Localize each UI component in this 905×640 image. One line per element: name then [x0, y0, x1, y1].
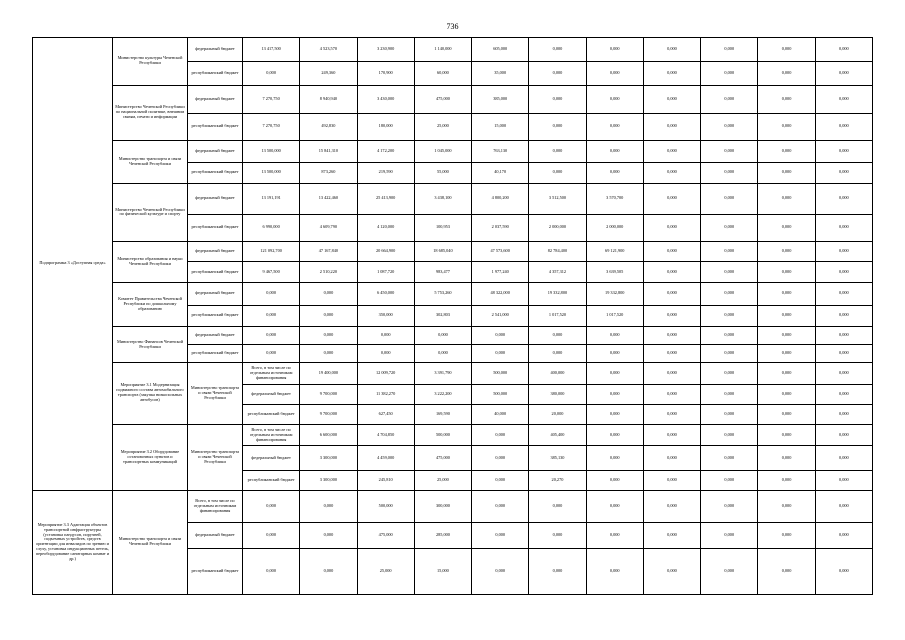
amount-cell: 1 087,720	[357, 262, 414, 283]
amount-cell: 0,000	[586, 549, 643, 595]
amount-cell: 0,000	[758, 282, 815, 305]
amount-cell: 0,000	[701, 61, 758, 85]
amount-cell: 0,000	[758, 384, 815, 405]
amount-cell: 0,000	[758, 327, 815, 344]
amount-cell: 0,000	[586, 344, 643, 362]
amount-cell: 0,000	[758, 162, 815, 184]
amount-cell: 0,000	[701, 362, 758, 384]
amount-cell: 0,000	[815, 113, 872, 140]
amount-cell: 0,000	[815, 327, 872, 344]
amount-cell: 0,000	[586, 405, 643, 425]
amount-cell: 0,000	[643, 471, 700, 491]
amount-cell: 0,000	[643, 523, 700, 549]
amount-cell: 0,000	[758, 38, 815, 62]
amount-cell: 0,000	[243, 549, 300, 595]
funding-source-cell: республиканский бюджет	[188, 262, 243, 283]
amount-cell: 0,000	[586, 362, 643, 384]
amount-cell: 0,000	[815, 214, 872, 241]
amount-cell: 0,000	[529, 327, 586, 344]
amount-cell: 0,000	[586, 327, 643, 344]
amount-cell: 0,000	[243, 490, 300, 523]
amount-cell: 0,000	[701, 424, 758, 446]
amount-cell: 0,000	[815, 184, 872, 214]
amount-cell: 15 841,310	[300, 140, 357, 162]
table-row	[33, 38, 873, 62]
amount-cell: 20,000	[529, 405, 586, 425]
funding-source-cell: федеральный бюджет	[188, 282, 243, 305]
amount-cell: 1 017,520	[529, 305, 586, 327]
amount-cell: 69 121,900	[586, 241, 643, 262]
amount-cell: 0,000	[701, 241, 758, 262]
table-row	[33, 241, 873, 262]
amount-cell: 3 230,900	[357, 38, 414, 62]
amount-cell: 0,000	[643, 490, 700, 523]
amount-cell: 8 940,940	[300, 85, 357, 113]
amount-cell: 0,000	[815, 162, 872, 184]
amount-cell: 1 977,240	[472, 262, 529, 283]
amount-cell: 0,000	[701, 162, 758, 184]
amount-cell: 0,000	[643, 446, 700, 471]
amount-cell: 763,130	[472, 140, 529, 162]
funding-source-cell: республиканский бюджет	[188, 113, 243, 140]
funding-source-cell: Всего, в том числе по отдельным источникам финансирования	[243, 362, 300, 384]
amount-cell: 5 753,260	[414, 282, 471, 305]
executor-cell: Министерство транспорта и связи Чеченской Республики	[113, 490, 188, 594]
amount-cell: 4 357,312	[529, 262, 586, 283]
amount-cell: 25,000	[414, 113, 471, 140]
amount-cell: 6 450,000	[357, 282, 414, 305]
amount-cell: 0,000	[643, 113, 700, 140]
amount-cell: 0,000	[815, 140, 872, 162]
amount-cell: 0,000	[815, 38, 872, 62]
amount-cell: 0,000	[758, 113, 815, 140]
amount-cell: 0,000	[701, 85, 758, 113]
funding-source-cell: республиканский бюджет	[243, 471, 300, 491]
amount-cell: 0,000	[529, 490, 586, 523]
amount-cell: 0,000	[758, 490, 815, 523]
amount-cell: 500,000	[472, 384, 529, 405]
amount-cell: 0,000	[300, 327, 357, 344]
amount-cell: 0,000	[758, 241, 815, 262]
amount-cell: 18 685,040	[414, 241, 471, 262]
amount-cell: 249,360	[300, 61, 357, 85]
amount-cell: 0,000	[643, 424, 700, 446]
amount-cell: 0,000	[815, 61, 872, 85]
amount-cell: 0,000	[243, 523, 300, 549]
amount-cell: 380,000	[529, 384, 586, 405]
amount-cell: 0,000	[643, 405, 700, 425]
amount-cell: 6 600,000	[300, 424, 357, 446]
amount-cell: 0,000	[414, 327, 471, 344]
amount-cell: 2 541,000	[472, 305, 529, 327]
funding-source-cell: республиканский бюджет	[188, 214, 243, 241]
amount-cell: 9 700,000	[300, 405, 357, 425]
amount-cell: 873,260	[300, 162, 357, 184]
executor-cell: Министерство Чеченской Республики по физической культуре и спорту	[113, 184, 188, 241]
amount-cell: 40,000	[472, 405, 529, 425]
amount-cell: 0,000	[300, 549, 357, 595]
amount-cell: 0,000	[701, 490, 758, 523]
funding-source-cell: Всего, в том числе по отдельным источникам финансирования	[188, 490, 243, 523]
amount-cell: 15,000	[414, 549, 471, 595]
amount-cell: 0,000	[758, 61, 815, 85]
amount-cell: 13 500,000	[243, 162, 300, 184]
funding-source-cell: Всего, в том числе по отдельным источникам финансирования	[243, 424, 300, 446]
amount-cell: 0,000	[643, 362, 700, 384]
amount-cell: 0,000	[357, 344, 414, 362]
amount-cell: 0,000	[815, 241, 872, 262]
amount-cell: 3 639,505	[586, 262, 643, 283]
amount-cell: 0,000	[472, 471, 529, 491]
table-row	[33, 490, 873, 523]
amount-cell: 0,000	[701, 384, 758, 405]
amount-cell: 0,000	[815, 405, 872, 425]
amount-cell: 0,000	[758, 446, 815, 471]
amount-cell: 0,000	[758, 405, 815, 425]
amount-cell: 170,900	[357, 61, 414, 85]
amount-cell: 4 800,200	[472, 184, 529, 214]
amount-cell: 0,000	[643, 344, 700, 362]
amount-cell: 0,000	[815, 446, 872, 471]
amount-cell: 2 510,220	[300, 262, 357, 283]
amount-cell: 0,000	[643, 282, 700, 305]
program-section-cell: Мероприятие 3.2 Оборудование остановочных пунктов и транспортных коммуникаций	[113, 424, 188, 490]
amount-cell: 0,000	[529, 523, 586, 549]
amount-cell: 0,000	[243, 344, 300, 362]
amount-cell: 0,000	[586, 490, 643, 523]
amount-cell: 0,000	[586, 384, 643, 405]
funding-source-cell: федеральный бюджет	[188, 38, 243, 62]
amount-cell: 0,000	[300, 282, 357, 305]
funding-source-cell: федеральный бюджет	[243, 446, 300, 471]
amount-cell: 0,000	[586, 113, 643, 140]
amount-cell: 25,000	[357, 549, 414, 595]
amount-cell: 1 045,000	[414, 140, 471, 162]
amount-cell: 0,000	[529, 162, 586, 184]
funding-source-cell: республиканский бюджет	[188, 344, 243, 362]
amount-cell: 0,000	[758, 214, 815, 241]
amount-cell: 0,000	[643, 38, 700, 62]
amount-cell: 0,000	[815, 549, 872, 595]
amount-cell: 2 000,000	[529, 214, 586, 241]
amount-cell: 0,000	[300, 523, 357, 549]
amount-cell: 0,000	[815, 262, 872, 283]
amount-cell: 3 430,000	[357, 85, 414, 113]
amount-cell: 40,170	[472, 162, 529, 184]
amount-cell: 400,000	[529, 362, 586, 384]
funding-source-cell: республиканский бюджет	[243, 405, 300, 425]
amount-cell: 1 140,000	[414, 38, 471, 62]
amount-cell: 0,000	[701, 523, 758, 549]
amount-cell: 0,000	[529, 140, 586, 162]
amount-cell: 492,830	[300, 113, 357, 140]
amount-cell: 2 000,000	[586, 214, 643, 241]
amount-cell: 0,000	[300, 490, 357, 523]
amount-cell: 15,000	[472, 113, 529, 140]
amount-cell: 300,000	[414, 490, 471, 523]
amount-cell: 0,000	[472, 424, 529, 446]
amount-cell: 47 167,840	[300, 241, 357, 262]
amount-cell: 0,000	[701, 549, 758, 595]
amount-cell: 983,477	[414, 262, 471, 283]
amount-cell: 35,000	[472, 61, 529, 85]
amount-cell: 0,000	[758, 305, 815, 327]
amount-cell: 0,000	[701, 344, 758, 362]
amount-cell: 0,000	[758, 262, 815, 283]
amount-cell: 169,590	[414, 405, 471, 425]
amount-cell: 0,000	[300, 305, 357, 327]
amount-cell: 20,270	[529, 471, 586, 491]
amount-cell: 4 120,000	[357, 214, 414, 241]
amount-cell: 0,000	[529, 549, 586, 595]
amount-cell: 0,000	[300, 344, 357, 362]
amount-cell: 60,000	[414, 61, 471, 85]
amount-cell: 4 172,200	[357, 140, 414, 162]
funding-source-cell: федеральный бюджет	[188, 140, 243, 162]
amount-cell: 0,000	[701, 140, 758, 162]
amount-cell: 500,000	[414, 424, 471, 446]
amount-cell: 19 332,800	[586, 282, 643, 305]
page-number: 736	[446, 22, 459, 31]
amount-cell: 0,000	[472, 523, 529, 549]
amount-cell: 48 322,000	[472, 282, 529, 305]
amount-cell: 4 609,790	[300, 214, 357, 241]
amount-cell: 7 270,750	[243, 113, 300, 140]
amount-cell: 0,000	[701, 184, 758, 214]
amount-cell: 0,000	[243, 282, 300, 305]
amount-cell: 3 512,500	[529, 184, 586, 214]
amount-cell: 0,000	[815, 384, 872, 405]
executor-cell: Комитет Правительства Чеченской Республики по дошкольному образованию	[113, 282, 188, 326]
executor-cell: Министерство Чеченской Республики по национальной политике, внешним связям, печати и информации	[113, 85, 188, 140]
amount-cell: 627,450	[357, 405, 414, 425]
amount-cell: 385,130	[529, 446, 586, 471]
amount-cell: 0,000	[815, 305, 872, 327]
executor-cell: Министерство Финансов Чеченской Республики	[113, 327, 188, 363]
amount-cell: 19 332,800	[529, 282, 586, 305]
amount-cell: 9 467,500	[243, 262, 300, 283]
amount-cell: 11 382,270	[357, 384, 414, 405]
amount-cell: 0,000	[758, 549, 815, 595]
amount-cell: 6 990,000	[243, 214, 300, 241]
amount-cell: 0,000	[529, 38, 586, 62]
funding-source-cell: федеральный бюджет	[188, 241, 243, 262]
amount-cell: 0,000	[701, 113, 758, 140]
amount-cell: 0,000	[643, 241, 700, 262]
amount-cell: 0,000	[643, 184, 700, 214]
amount-cell: 0,000	[643, 305, 700, 327]
funding-source-cell: республиканский бюджет	[188, 305, 243, 327]
amount-cell: 0,000	[701, 262, 758, 283]
amount-cell: 0,000	[357, 327, 414, 344]
amount-cell: 55,000	[414, 162, 471, 184]
amount-cell: 3 391,790	[414, 362, 471, 384]
amount-cell: 0,000	[472, 549, 529, 595]
amount-cell: 4 523,570	[300, 38, 357, 62]
program-section-cell: Мероприятие 3.3 Адаптация объектов транспортной инфраструктуры (установка пандусов, поручней, подъемных устройств, средств ориентации для инвалидов по зрению и слуху, установка индукционных петель, переоборудование санитарных комнат и др.)	[33, 490, 113, 594]
amount-cell: 0,000	[529, 85, 586, 113]
table-row	[33, 282, 873, 305]
funding-source-cell: федеральный бюджет	[243, 384, 300, 405]
funding-source-cell: республиканский бюджет	[188, 549, 243, 595]
amount-cell: 0,000	[586, 38, 643, 62]
amount-cell: 4 704,850	[357, 424, 414, 446]
amount-cell: 0,000	[586, 471, 643, 491]
amount-cell: 0,000	[815, 85, 872, 113]
executor-cell: Министерство транспорта и связи Чеченской Республики	[188, 362, 243, 424]
amount-cell: 25,000	[414, 471, 471, 491]
executor-cell: Министерство культуры Чеченской Республики	[113, 38, 188, 86]
amount-cell: 0,000	[701, 282, 758, 305]
amount-cell: 605,000	[472, 38, 529, 62]
amount-cell: 7 270,750	[243, 85, 300, 113]
amount-cell: 500,000	[472, 362, 529, 384]
amount-cell: 0,000	[472, 327, 529, 344]
amount-cell: 0,000	[701, 471, 758, 491]
amount-cell: 3 438,100	[414, 184, 471, 214]
amount-cell: 0,000	[815, 490, 872, 523]
amount-cell: 9 700,000	[300, 384, 357, 405]
amount-cell: 0,000	[586, 61, 643, 85]
amount-cell: 0,000	[701, 38, 758, 62]
amount-cell: 0,000	[643, 262, 700, 283]
funding-source-cell: республиканский бюджет	[188, 61, 243, 85]
amount-cell: 0,000	[643, 549, 700, 595]
amount-cell: 13 191,191	[243, 184, 300, 214]
table-row	[33, 327, 873, 344]
amount-cell: 0,000	[529, 61, 586, 85]
amount-cell: 0,000	[643, 214, 700, 241]
amount-cell: 3 300,000	[300, 446, 357, 471]
amount-cell: 350,000	[357, 305, 414, 327]
table-row	[33, 362, 873, 384]
amount-cell: 0,000	[758, 424, 815, 446]
amount-cell: 3 570,700	[586, 184, 643, 214]
table-row	[33, 85, 873, 113]
amount-cell: 0,000	[586, 523, 643, 549]
amount-cell: 0,000	[472, 446, 529, 471]
amount-cell: 121 092,700	[243, 241, 300, 262]
amount-cell: 1 017,520	[586, 305, 643, 327]
amount-cell: 0,000	[758, 471, 815, 491]
amount-cell: 0,000	[758, 344, 815, 362]
amount-cell: 500,000	[357, 490, 414, 523]
table-row	[33, 184, 873, 214]
funding-source-cell: федеральный бюджет	[188, 327, 243, 344]
amount-cell: 0,000	[243, 61, 300, 85]
amount-cell: 0,000	[701, 446, 758, 471]
amount-cell: 0,000	[472, 490, 529, 523]
amount-cell: 19 400,000	[300, 362, 357, 384]
amount-cell: 0,000	[701, 214, 758, 241]
amount-cell: 245,810	[357, 471, 414, 491]
amount-cell: 0,000	[586, 85, 643, 113]
program-section-cell: Мероприятие 3.1 Модернизация подвижного состава автомобильного транспорта (закупка низкопольных автобусов)	[113, 362, 188, 424]
amount-cell: 100,953	[414, 214, 471, 241]
amount-cell: 0,000	[643, 140, 700, 162]
amount-cell: 3 222,200	[414, 384, 471, 405]
amount-cell: 0,000	[472, 344, 529, 362]
amount-cell: 0,000	[758, 184, 815, 214]
funding-source-cell: федеральный бюджет	[188, 85, 243, 113]
amount-cell: 475,000	[357, 523, 414, 549]
amount-cell: 0,000	[529, 344, 586, 362]
amount-cell: 385,000	[472, 85, 529, 113]
amount-cell: 0,000	[701, 327, 758, 344]
amount-cell: 13 422,460	[300, 184, 357, 214]
funding-source-cell: федеральный бюджет	[188, 184, 243, 214]
program-section-cell: Подпрограмма 3 «Доступная среда»	[33, 38, 113, 491]
amount-cell: 0,000	[815, 362, 872, 384]
amount-cell: 0,000	[243, 327, 300, 344]
amount-cell: 0,000	[643, 384, 700, 405]
executor-cell: Министерство образования и науки Чеченской Республики	[113, 241, 188, 282]
amount-cell: 0,000	[643, 162, 700, 184]
amount-cell: 475,000	[414, 446, 471, 471]
amount-cell: 0,000	[586, 162, 643, 184]
amount-cell: 2 037,590	[472, 214, 529, 241]
amount-cell: 82 784,400	[529, 241, 586, 262]
amount-cell: 302,803	[414, 305, 471, 327]
amount-cell: 0,000	[815, 424, 872, 446]
table-row	[33, 140, 873, 162]
amount-cell: 180,000	[357, 113, 414, 140]
table-row	[33, 424, 873, 446]
amount-cell: 13 417,500	[243, 38, 300, 62]
amount-cell: 0,000	[701, 305, 758, 327]
amount-cell: 0,000	[758, 85, 815, 113]
executor-cell: Министерство транспорта и связи Чеченской Республики	[188, 424, 243, 490]
amount-cell: 0,000	[758, 140, 815, 162]
amount-cell: 25 413,900	[357, 184, 414, 214]
amount-cell: 0,000	[643, 85, 700, 113]
executor-cell: Министерство транспорта и связи Чеченской Республики	[113, 140, 188, 183]
amount-cell: 0,000	[586, 140, 643, 162]
amount-cell: 219,590	[357, 162, 414, 184]
amount-cell: 13 500,000	[243, 140, 300, 162]
amount-cell: 0,000	[586, 446, 643, 471]
amount-cell: 0,000	[758, 523, 815, 549]
amount-cell: 405,400	[529, 424, 586, 446]
amount-cell: 3 300,000	[300, 471, 357, 491]
amount-cell: 475,000	[414, 85, 471, 113]
amount-cell: 4 459,000	[357, 446, 414, 471]
amount-cell: 12 009,720	[357, 362, 414, 384]
amount-cell: 0,000	[701, 405, 758, 425]
amount-cell: 0,000	[815, 523, 872, 549]
amount-cell: 0,000	[758, 362, 815, 384]
amount-cell: 0,000	[414, 344, 471, 362]
amount-cell: 0,000	[243, 305, 300, 327]
budget-table	[32, 37, 873, 595]
amount-cell: 20 664,900	[357, 241, 414, 262]
amount-cell: 47 573,600	[472, 241, 529, 262]
amount-cell: 0,000	[643, 61, 700, 85]
amount-cell: 0,000	[586, 424, 643, 446]
amount-cell: 285,000	[414, 523, 471, 549]
amount-cell: 0,000	[815, 471, 872, 491]
funding-source-cell: республиканский бюджет	[188, 162, 243, 184]
amount-cell: 0,000	[643, 327, 700, 344]
amount-cell: 0,000	[815, 282, 872, 305]
amount-cell: 0,000	[815, 344, 872, 362]
funding-source-cell: федеральный бюджет	[188, 523, 243, 549]
amount-cell: 0,000	[529, 113, 586, 140]
